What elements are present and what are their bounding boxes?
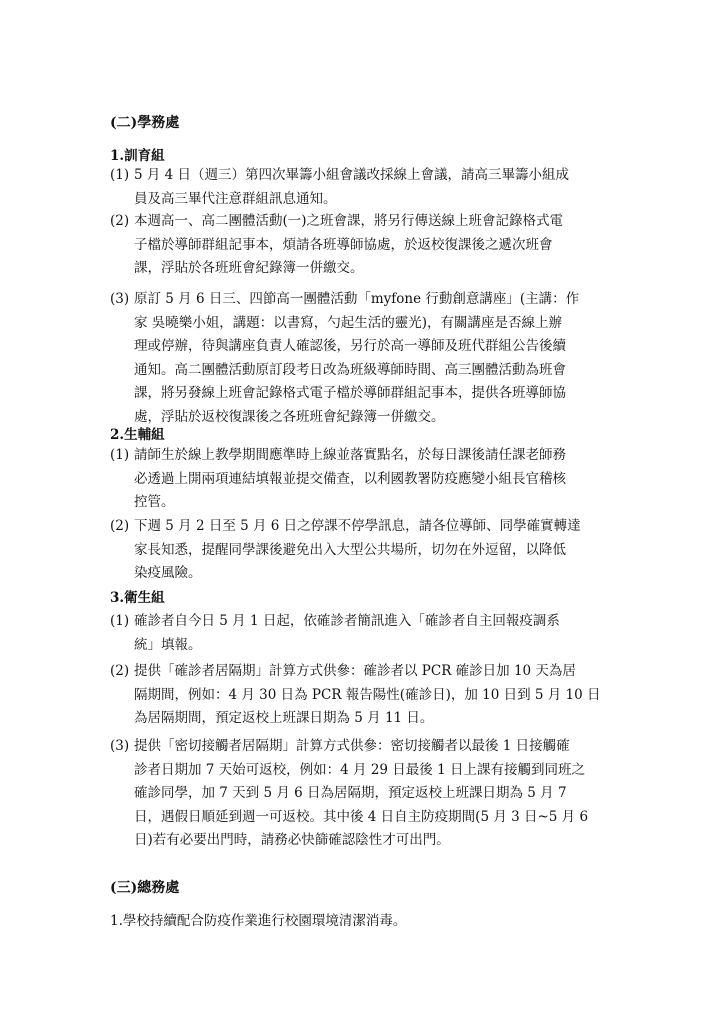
item-line: 提供「確診者居隔期」計算方式供參：確診者以 PCR 確診日加 10 天為居 — [134, 663, 576, 679]
item-line: 確診者自今日 5 月 1 日起，依確診者簡訊進入「確診者自主回報疫調系 — [134, 613, 560, 629]
item-line: 子檔於導師群組記事本，煩請各班導師協處，於返校復課後之遞次班會 — [134, 236, 553, 253]
item-marker: (1) — [110, 167, 130, 183]
item-line: 課，浮貼於各班班會紀錄簿一併繳交。 — [134, 260, 364, 276]
item-marker: (1) — [110, 613, 130, 629]
general-affairs-item-1: 1.學校持續配合防疫作業進行校園環境清潔消毒。 — [110, 913, 407, 929]
item-line: 確診同學，加 7 天到 5 月 6 日為居隔期，預定返校上班課日期為 5 月 7 — [134, 785, 567, 801]
item-marker: (2) — [110, 213, 130, 229]
item-line: 5 月 4 日（週三）第四次畢籌小組會議改採線上會議，請高三畢籌小組成 — [134, 167, 570, 183]
health-item-3 — [110, 735, 650, 853]
group-title-student-counseling: 2.生輔組 — [110, 427, 165, 443]
item-line: 家 吳曉樂小姐，講題：以書寫，勺起生活的靈光)，有關講座是否線上辦 — [134, 314, 563, 331]
item-marker: (1) — [110, 447, 130, 463]
item-line: 本週高一、高二團體活動(一)之班會課，將另行傳送線上班會記錄格式電 — [134, 213, 564, 229]
item-line: 日，遇假日順延到週一可返校。其中後 4 日自主防疫期間(5 月 3 日~5 月 6 — [134, 808, 589, 825]
item-line: 為居隔期間，預定返校上班課日期為 5 月 11 日。 — [134, 710, 434, 726]
item-line: 診者日期加 7 天始可返校，例如：4 月 29 日最後 1 日上課有接觸到同班之 — [134, 761, 585, 778]
section-heading-student-affairs: (二)學務處 — [110, 115, 180, 131]
item-marker: (3) — [110, 738, 130, 754]
item-line: 提供「密切接觸者居隔期」計算方式供參：密切接觸者以最後 1 日接觸確 — [134, 738, 570, 754]
group-title-health: 3.衛生組 — [110, 590, 165, 606]
item-line: 理或停辦，待與講座負責人確認後，另行於高一導師及班代群組公告後續 — [134, 338, 566, 354]
item-line: 處，浮貼於返校復課後之各班班會紀錄簿一併繳交。 — [134, 408, 445, 425]
item-line: 統」填報。 — [134, 636, 202, 653]
item-line: 家長知悉，提醒同學課後避免出入大型公共場所，切勿在外逗留，以降低 — [134, 541, 566, 558]
item-marker: (2) — [110, 518, 130, 534]
item-marker: (3) — [110, 291, 130, 307]
item-line: 下週 5 月 2 日至 5 月 6 日之停課不停學訊息，請各位導師、同學確實轉達 — [134, 518, 581, 534]
guidance-item-1 — [110, 164, 650, 211]
health-item-2 — [110, 660, 650, 731]
counseling-item-1 — [110, 444, 650, 515]
group-title-guidance: 1.訓育組 — [110, 148, 165, 164]
item-line: 隔期間，例如：4 月 30 日為 PCR 報告陽性(確診日)，加 10 日到 5 月 10 日 — [134, 686, 601, 703]
item-line: 課，將另發線上班會記錄格式電子檔於導師群組記事本，提供各班導師協 — [134, 385, 566, 401]
item-line: 原訂 5 月 6 日三、四節高一團體活動「myfone 行動創意講座」(主講：作 — [134, 291, 580, 307]
counseling-item-2 — [110, 515, 650, 586]
item-line: 請師生於線上教學期間應準時上線並落實點名，於每日課後請任課老師務 — [134, 447, 566, 463]
item-line: 控管。 — [134, 494, 175, 510]
guidance-item-3 — [110, 288, 650, 429]
item-line: 員及高三畢代注意群組訊息通知。 — [134, 190, 337, 207]
guidance-item-2 — [110, 210, 650, 281]
section-heading-general-affairs: (三)總務處 — [110, 880, 180, 896]
item-line: 染疫風險。 — [134, 565, 202, 581]
item-marker: (2) — [110, 663, 130, 679]
item-line: 通知。高二團體活動原訂段考日改為班級導師時間、高三團體活動為班會 — [134, 361, 566, 378]
item-line: 必透過上開兩項連結填報並提交備查，以利國教署防疫應變小組長官稽核 — [134, 470, 566, 487]
item-line: 日)若有必要出門時，請務必快篩確認陰性才可出門。 — [134, 832, 450, 848]
health-item-1 — [110, 610, 650, 657]
